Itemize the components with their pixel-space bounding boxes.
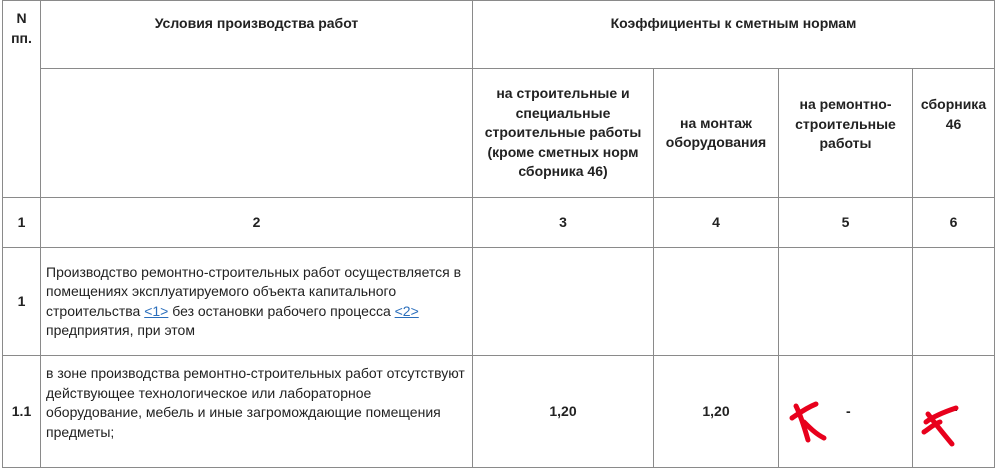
row-conditions-text bbox=[41, 248, 473, 356]
column-number-5: 5 bbox=[779, 198, 913, 248]
coef-installation bbox=[654, 248, 779, 356]
row-number: 1 bbox=[3, 248, 41, 356]
header-row-1 bbox=[3, 1, 995, 69]
column-number-6: 6 bbox=[913, 198, 995, 248]
red-cross-mark-icon bbox=[918, 402, 964, 448]
table-row bbox=[3, 356, 995, 468]
coef-construction: 1,20 bbox=[473, 356, 654, 468]
row-number: 1.1 bbox=[3, 356, 41, 468]
header-row-2 bbox=[3, 69, 995, 198]
header-collection-46: сборника 46 bbox=[913, 69, 995, 198]
dash-value: - bbox=[846, 402, 851, 419]
coef-construction bbox=[473, 248, 654, 356]
header-num: N пп. bbox=[3, 1, 41, 198]
header-conditions-empty bbox=[41, 69, 473, 198]
row-text-part: Производство ремонтно-строительных работ осуществляется в помещениях эксплуатируемого объекта капитального строительства bbox=[46, 263, 462, 319]
coef-collection bbox=[913, 248, 995, 356]
header-repair-works: на ремонтно-строительные работы bbox=[779, 69, 913, 198]
header-construction-works: на строительные и специальные строительные работы (кроме сметных норм сборника 46) bbox=[473, 69, 654, 198]
row-conditions-text: в зоне производства ремонтно-строительных работ отсутствуют действующее технологическое или лабораторное оборудование, мебель и иные загромождающие помещения предметы; bbox=[41, 356, 473, 468]
row-text-part: предприятия, при этом bbox=[46, 322, 195, 338]
header-conditions: Условия производства работ bbox=[41, 1, 473, 69]
row-text-part: без остановки рабочего процесса bbox=[168, 302, 395, 319]
coefficients-table bbox=[2, 0, 995, 468]
column-number-4: 4 bbox=[654, 198, 779, 248]
header-coefficients: Коэффициенты к сметным нормам bbox=[473, 1, 995, 69]
coef-repair bbox=[779, 248, 913, 356]
footnote-link-1[interactable]: <1> bbox=[144, 302, 169, 319]
footnote-link-2[interactable]: <2> bbox=[394, 302, 419, 319]
dash-value: - bbox=[953, 400, 958, 417]
red-cross-mark-icon bbox=[786, 398, 832, 444]
column-number-3: 3 bbox=[473, 198, 654, 248]
coef-installation: 1,20 bbox=[654, 356, 779, 468]
column-number-1: 1 bbox=[3, 198, 41, 248]
column-number-2: 2 bbox=[41, 198, 473, 248]
table-row bbox=[3, 248, 995, 356]
numbering-row bbox=[3, 198, 995, 248]
header-equipment-installation: на монтаж оборудования bbox=[654, 69, 779, 198]
